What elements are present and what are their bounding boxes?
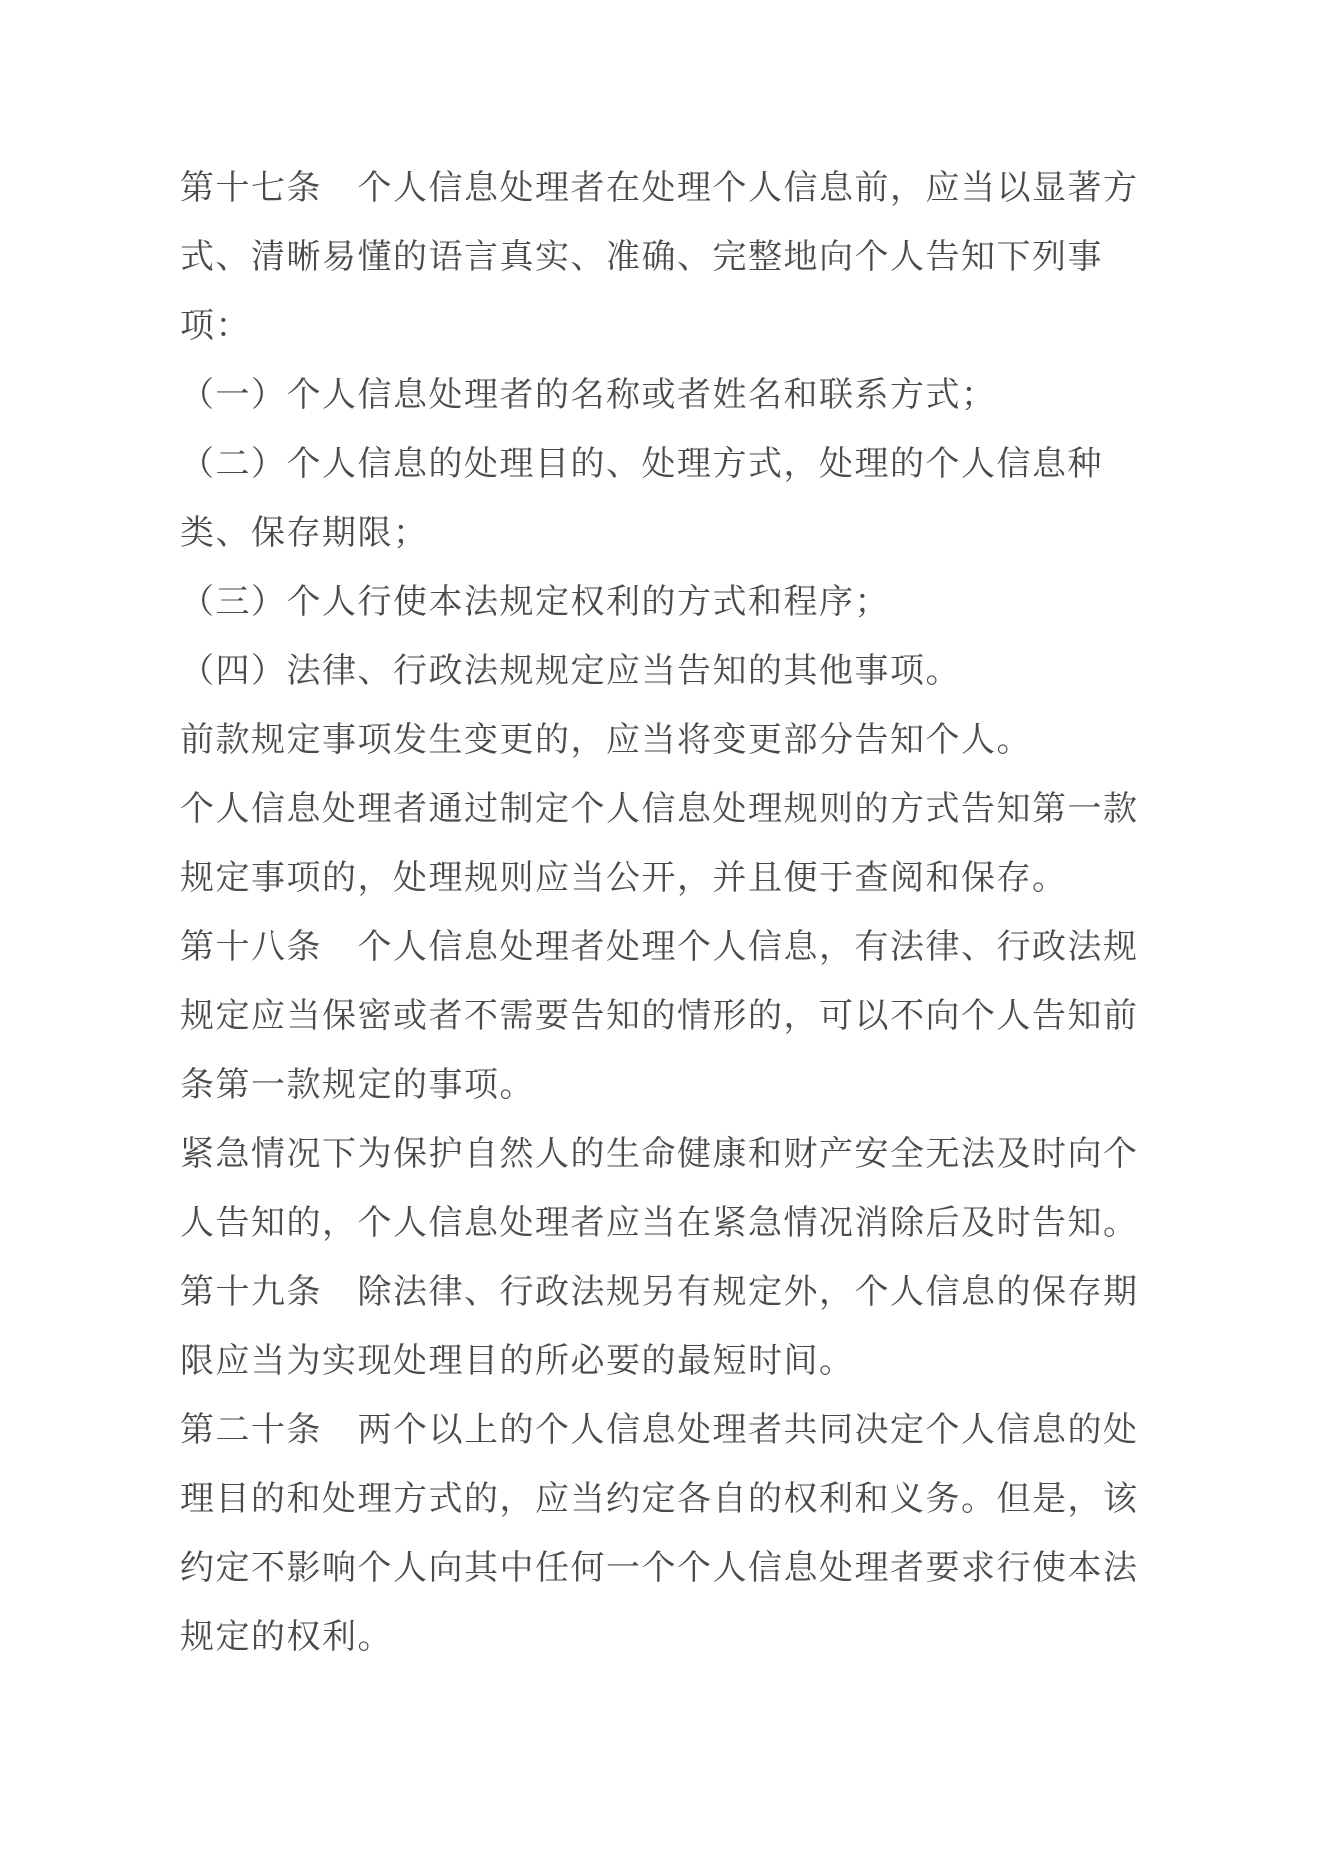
text-line: 理目的和处理方式的，应当约定各自的权利和义务。但是，该 [180,1481,1139,1518]
text-line: 个人信息处理者通过制定个人信息处理规则的方式告知第一款 [180,791,1139,828]
text-line: 项： [180,308,251,345]
text-line: 条第一款规定的事项。 [180,1067,535,1104]
text-line: 前款规定事项发生变更的，应当将变更部分告知个人。 [180,722,1032,759]
text-line: 第十七条 个人信息处理者在处理个人信息前，应当以显著方 [180,170,1139,207]
text-line: 式、清晰易懂的语言真实、准确、完整地向个人告知下列事 [180,239,1103,276]
text-line: （三）个人行使本法规定权利的方式和程序； [180,584,890,621]
text-line: （四）法律、行政法规规定应当告知的其他事项。 [180,653,961,690]
text-line: 第十九条 除法律、行政法规另有规定外，个人信息的保存期 [180,1274,1139,1311]
text-line: 限应当为实现处理目的所必要的最短时间。 [180,1343,855,1380]
text-line: 第十八条 个人信息处理者处理个人信息，有法律、行政法规 [180,929,1139,966]
text-line: 规定应当保密或者不需要告知的情形的，可以不向个人告知前 [180,998,1139,1035]
text-line: 紧急情况下为保护自然人的生命健康和财产安全无法及时向个 [180,1136,1139,1173]
text-line: 规定的权利。 [180,1619,393,1656]
text-line: 人告知的，个人信息处理者应当在紧急情况消除后及时告知。 [180,1205,1139,1242]
text-line: 约定不影响个人向其中任何一个个人信息处理者要求行使本法 [180,1550,1139,1587]
text-line: 规定事项的，处理规则应当公开，并且便于查阅和保存。 [180,860,1068,897]
text-line: 类、保存期限； [180,515,429,552]
text-line: （一）个人信息处理者的名称或者姓名和联系方式； [180,377,997,414]
text-line: 第二十条 两个以上的个人信息处理者共同决定个人信息的处 [180,1412,1139,1449]
text-line: （二）个人信息的处理目的、处理方式，处理的个人信息种 [180,446,1103,483]
document-body [180,154,1170,1672]
